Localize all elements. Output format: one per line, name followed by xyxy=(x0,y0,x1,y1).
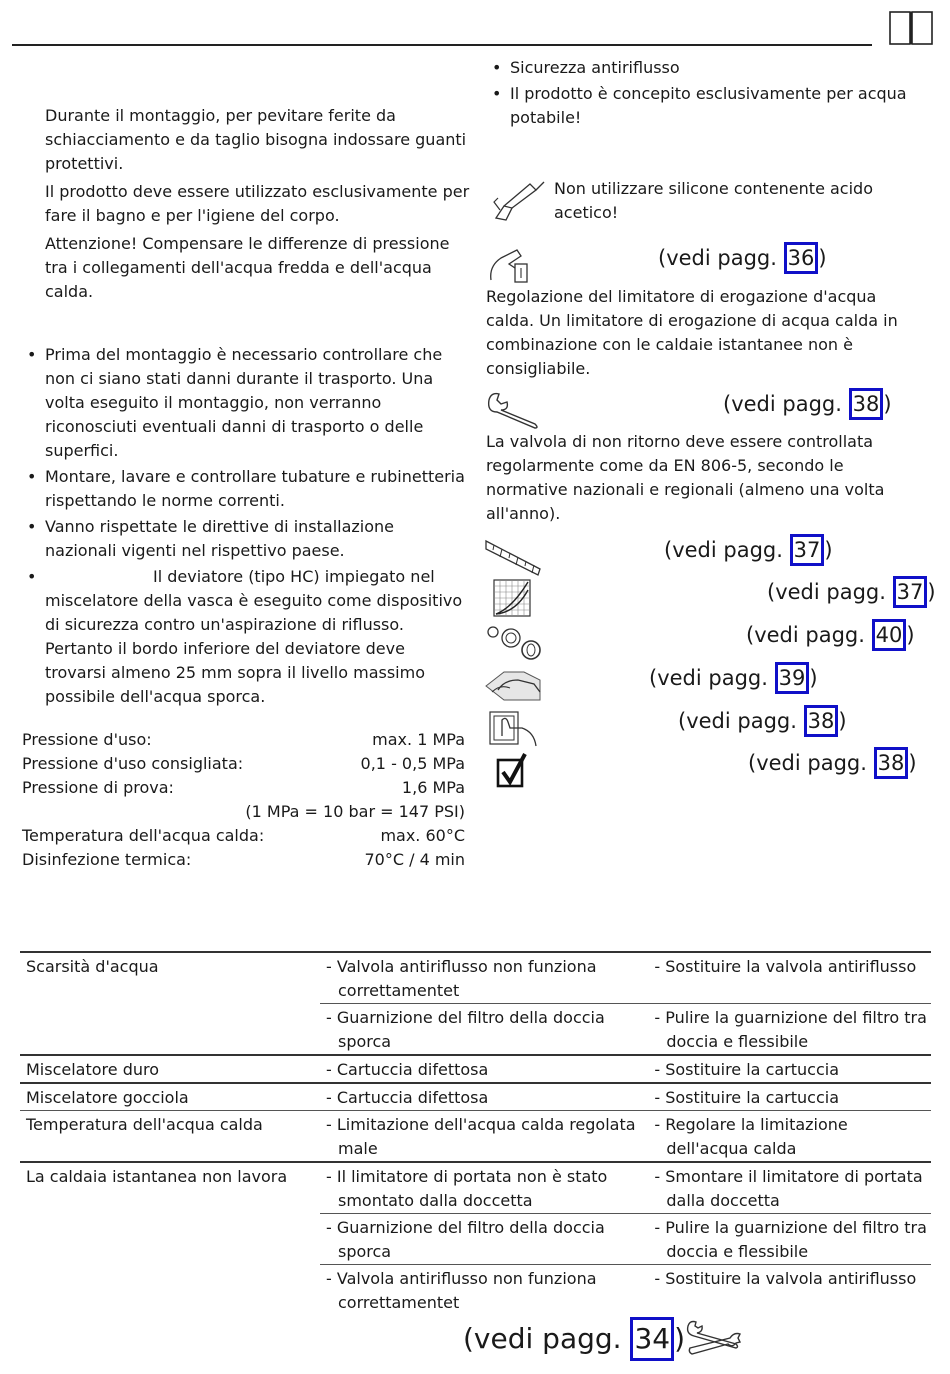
remedy-cell: - Sostituire la valvola antiriflusso xyxy=(648,1265,931,1316)
silicone-note: Non utilizzare silicone contenente acido acetico! xyxy=(554,179,873,222)
hand-panel-icon xyxy=(488,706,544,746)
spec-label: Pressione d'uso consigliata: xyxy=(22,754,244,773)
spec-label: Pressione di prova: xyxy=(22,778,174,797)
table-row xyxy=(20,1111,931,1163)
problem-cell: Temperatura dell'acqua calda xyxy=(20,1111,320,1163)
paragraph-gloves: Durante il montaggio, per pevitare ferite da schiacciamento e da taglio bisogna indossare guanti protettivi. xyxy=(45,106,467,173)
installation-notes xyxy=(21,343,470,711)
page-number-box[interactable]: 39 xyxy=(775,662,810,694)
header-rule xyxy=(12,44,872,46)
bullet-antiriflusso: • Sicurezza antiriflusso xyxy=(486,56,926,80)
table-row xyxy=(20,952,931,1004)
page-ref-38-panel[interactable]: (vedi pagg. 38 ) xyxy=(678,705,847,737)
table-row xyxy=(20,1055,931,1083)
page-ref-36[interactable]: (vedi pagg. 36 ) xyxy=(658,242,827,274)
table-row xyxy=(20,1162,931,1214)
page-ref-39[interactable]: (vedi pagg. 39 ) xyxy=(649,662,818,694)
page-number-box[interactable]: 37 xyxy=(893,576,928,608)
flow-graph-icon xyxy=(492,578,548,618)
page-number-box[interactable]: 38 xyxy=(804,705,839,737)
hand-adjust-icon xyxy=(487,246,543,286)
bullet-deviator: • Il deviatore (tipo HC) impiegato nel miscelatore della vasca è eseguito come dispositivo di sicurezza contro un'aspirazione di riflusso. Pertanto il bordo inferiore del deviatore deve trovarsi almeno 25 mm sopra il livello massimo possibile dell'acqua sporca. xyxy=(21,565,470,709)
page-ref-38-check[interactable]: (vedi pagg. 38 ) xyxy=(748,747,917,779)
paragraph-pressure: Attenzione! Compensare le differenze di pressione tra i collegamenti dell'acqua fredda e dell'acqua calda. xyxy=(45,234,450,301)
troubleshooting-table xyxy=(20,951,931,1315)
wrenches-icon xyxy=(684,1318,742,1358)
page-ref-34[interactable]: (vedi pagg. 34 ) xyxy=(463,1317,685,1361)
page-ref-40[interactable]: (vedi pagg. 40 ) xyxy=(746,619,915,651)
spec-label: Temperatura dell'acqua calda: xyxy=(22,826,265,845)
spec-value: 1,6 MPa xyxy=(401,778,465,797)
page-number-box[interactable]: 40 xyxy=(872,619,907,651)
page-number-box[interactable]: 38 xyxy=(849,388,884,420)
table-row xyxy=(20,1083,931,1111)
page-ref-37-ruler[interactable]: (vedi pagg. 37 ) xyxy=(664,534,833,566)
safety-paragraphs xyxy=(45,104,470,308)
remedy-cell: - Smontare il limitatore di portata dalla doccetta xyxy=(648,1162,931,1214)
page-ref-38[interactable]: (vedi pagg. 38 ) xyxy=(723,388,892,420)
spec-value: 70°C / 4 min xyxy=(364,850,465,869)
cause-cell: - Guarnizione del filtro della doccia sporca xyxy=(320,1004,648,1056)
ruler-icon xyxy=(484,535,540,575)
spec-value: 0,1 - 0,5 MPa xyxy=(360,754,465,773)
problem-cell: Scarsità d'acqua xyxy=(20,952,320,1055)
cause-cell: - Valvola antiriflusso non funziona correttamentet xyxy=(320,1265,648,1316)
checkbox-icon xyxy=(495,752,551,792)
page-number-box[interactable]: 34 xyxy=(630,1317,674,1361)
cleaning-hand-icon xyxy=(484,666,540,706)
bullet-directives: • Vanno rispettate le direttive di installazione nazionali vigenti nel rispettivo paese. xyxy=(21,515,470,563)
bullet-norms: • Montare, lavare e controllare tubature e rubinetteria rispettando le norme correnti. xyxy=(21,465,470,513)
problem-cell: Miscelatore gocciola xyxy=(20,1083,320,1111)
page-number-box[interactable]: 36 xyxy=(784,242,819,274)
problem-cell: La caldaia istantanea non lavora xyxy=(20,1162,320,1315)
remedy-cell: - Sostituire la cartuccia xyxy=(648,1055,931,1083)
spec-value: max. 60°C xyxy=(380,826,465,845)
page-number-box[interactable]: 38 xyxy=(874,747,909,779)
remedy-cell: - Sostituire la cartuccia xyxy=(648,1083,931,1111)
technical-data xyxy=(22,728,465,872)
spec-label: Pressione d'uso: xyxy=(22,730,152,749)
spec-label: Disinfezione termica: xyxy=(22,850,192,869)
wrench-icon xyxy=(485,390,541,430)
cause-cell: - Cartuccia difettosa xyxy=(320,1055,648,1083)
remedy-cell: - Pulire la guarnizione del filtro tra doccia e flessibile xyxy=(648,1214,931,1265)
remedy-cell: - Pulire la guarnizione del filtro tra doccia e flessibile xyxy=(648,1004,931,1056)
paragraph-usage: Il prodotto deve essere utilizzato esclusivamente per fare il bagno e per l'igiene del corpo. xyxy=(45,182,470,225)
cause-cell: - Cartuccia difettosa xyxy=(320,1083,648,1111)
remedy-cell: - Sostituire la valvola antiriflusso xyxy=(648,952,931,1004)
cause-cell: - Valvola antiriflusso non funziona correttamentet xyxy=(320,952,648,1004)
silicone-gun-icon xyxy=(490,178,546,218)
safety-bullets xyxy=(486,56,926,132)
parts-icon xyxy=(485,622,541,662)
cause-cell: - Guarnizione del filtro della doccia sporca xyxy=(320,1214,648,1265)
page-ref-37-graph[interactable]: (vedi pagg. 37 ) xyxy=(767,576,936,608)
remedy-cell: - Regolare la limitazione dell'acqua calda xyxy=(648,1111,931,1163)
cause-cell: - Limitazione dell'acqua calda regolata male xyxy=(320,1111,648,1163)
bullet-potable: • Il prodotto è concepito esclusivamente per acqua potabile! xyxy=(486,82,926,130)
valvola-paragraph: La valvola di non ritorno deve essere controllata regolarmente come da EN 806-5, secondo le normative nazionali e regionali (almeno una volta all'anno). xyxy=(486,432,885,523)
page-number-box[interactable]: 37 xyxy=(790,534,825,566)
limitatore-paragraph: Regolazione del limitatore di erogazione d'acqua calda. Un limitatore di erogazione di acqua calda in combinazione con le caldaie istantanee non è consigliabile. xyxy=(486,287,898,378)
cause-cell: - Il limitatore di portata non è stato smontato dalla doccetta xyxy=(320,1162,648,1214)
spec-value: (1 MPa = 10 bar = 147 PSI) xyxy=(245,802,465,821)
book-icon xyxy=(888,10,934,46)
spec-value: max. 1 MPa xyxy=(372,730,465,749)
bullet-transport: • Prima del montaggio è necessario controllare che non ci siano stati danni durante il trasporto. Una volta eseguito il montaggio, non verranno riconosciuti eventuali danni di trasporto o delle superfici. xyxy=(21,343,470,463)
problem-cell: Miscelatore duro xyxy=(20,1055,320,1083)
